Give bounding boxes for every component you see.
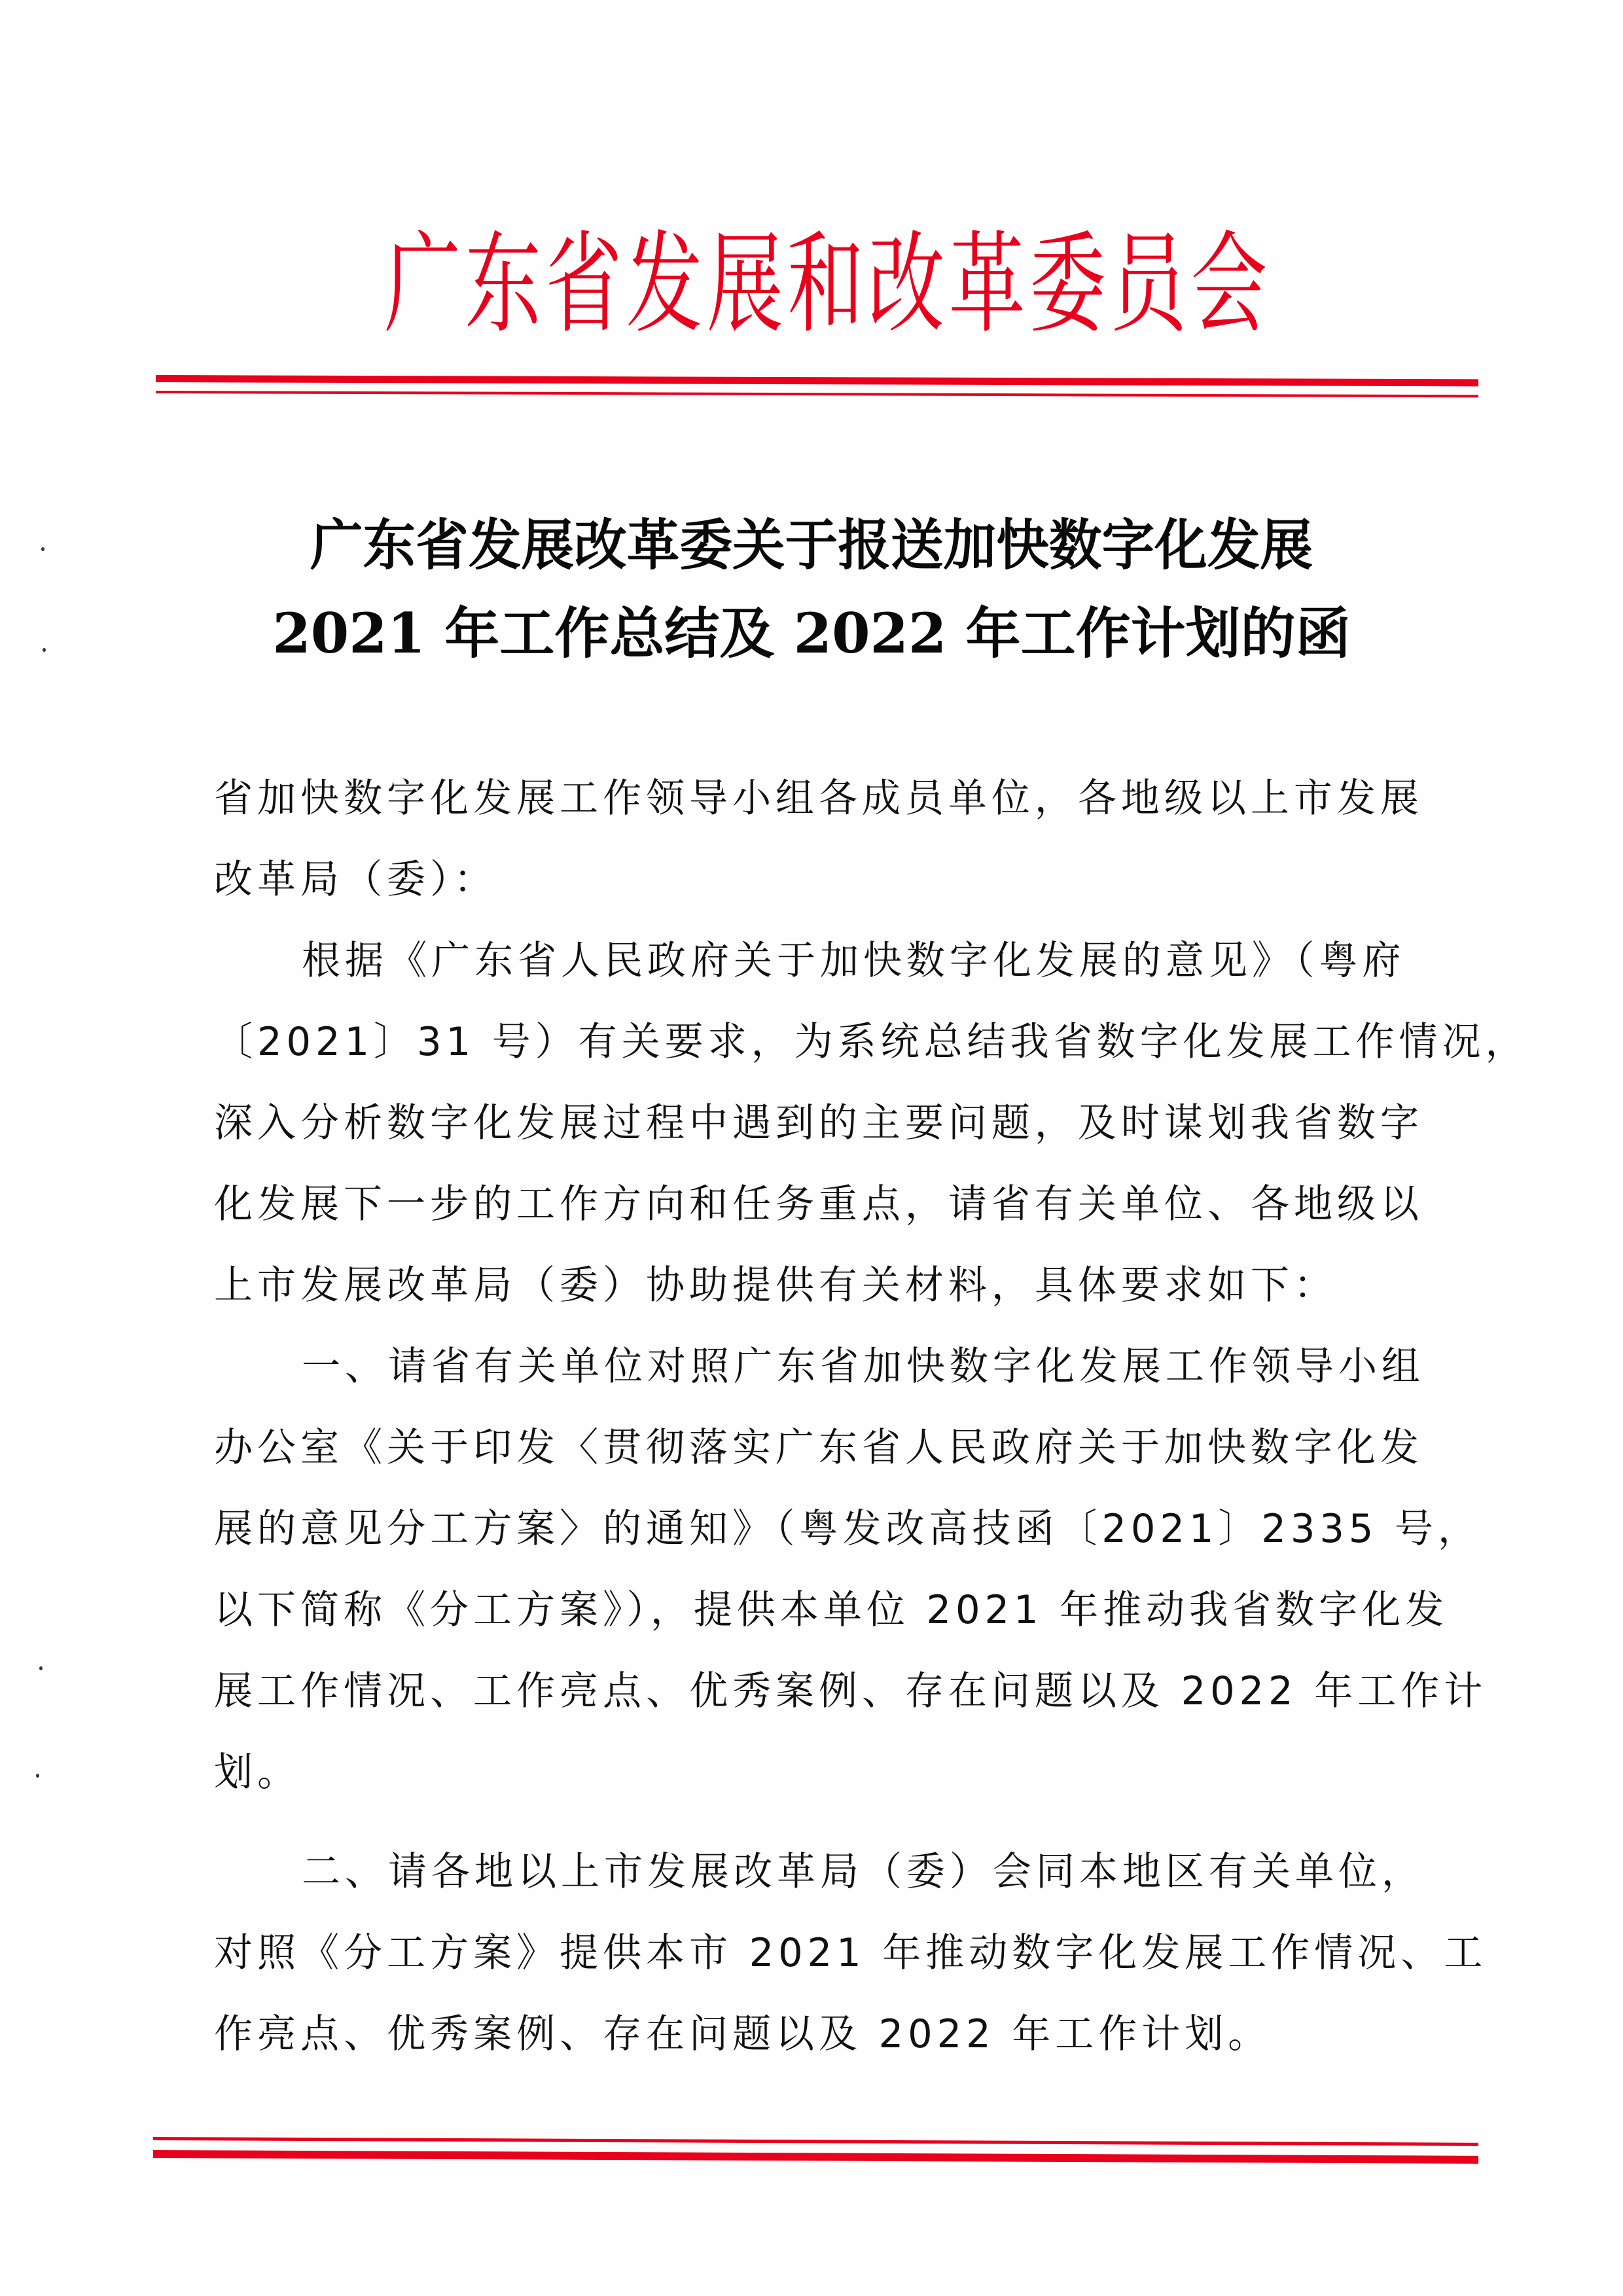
salutation-line: 省加快数字化发展工作领导小组各成员单位，各地级以上市发展 [214, 776, 1423, 821]
item-2-line: 二、请各地以上市发展改革局（委）会同本地区有关单位， [302, 1849, 1425, 1895]
masthead-org-name: 广东省发展和改革委员会 [384, 221, 1272, 349]
item-1-line: 划。 [214, 1749, 300, 1795]
footer-rule-thin [153, 2137, 1478, 2146]
document-title-line-1: 广东省发展改革委关于报送加快数字化发展 [310, 512, 1313, 577]
scan-speck [41, 547, 45, 551]
masthead-rule-thick [156, 375, 1478, 386]
item-1-line: 展的意见分工方案〉的通知》（粤发改高技函〔2021〕2335 号， [214, 1506, 1481, 1552]
paragraph-line: 化发展下一步的工作方向和任务重点，请省有关单位、各地级以 [214, 1181, 1423, 1227]
masthead-rule-thin [156, 391, 1478, 397]
footer-rule-thick [153, 2150, 1478, 2164]
scan-speck [36, 1774, 39, 1778]
document-title-line-2: 2021 年工作总结及 2022 年工作计划的函 [272, 601, 1351, 666]
scan-speck [39, 1666, 43, 1670]
paragraph-line: 〔2021〕31 号）有关要求，为系统总结我省数字化发展工作情况， [214, 1019, 1529, 1065]
item-1-line: 办公室《关于印发〈贯彻落实广东省人民政府关于加快数字化发 [214, 1425, 1423, 1471]
item-2-line: 作亮点、优秀案例、存在问题以及 2022 年工作计划。 [214, 2011, 1272, 2057]
item-2-line: 对照《分工方案》提供本市 2021 年推动数字化发展工作情况、工 [214, 1930, 1488, 1976]
paragraph-line: 深入分析数字化发展过程中遇到的主要问题，及时谋划我省数字 [214, 1100, 1423, 1146]
scan-speck [43, 648, 46, 652]
item-1-line: 以下简称《分工方案》），提供本单位 2021 年推动我省数字化发 [214, 1587, 1449, 1633]
item-1-line: 一、请省有关单位对照广东省加快数字化发展工作领导小组 [302, 1344, 1425, 1390]
item-1-line: 展工作情况、工作亮点、优秀案例、存在问题以及 2022 年工作计 [214, 1668, 1488, 1714]
paragraph-line: 上市发展改革局（委）协助提供有关材料，具体要求如下： [214, 1263, 1337, 1308]
salutation-line: 改革局（委）： [214, 857, 497, 903]
paragraph-line: 根据《广东省人民政府关于加快数字化发展的意见》（粤府 [302, 938, 1406, 984]
